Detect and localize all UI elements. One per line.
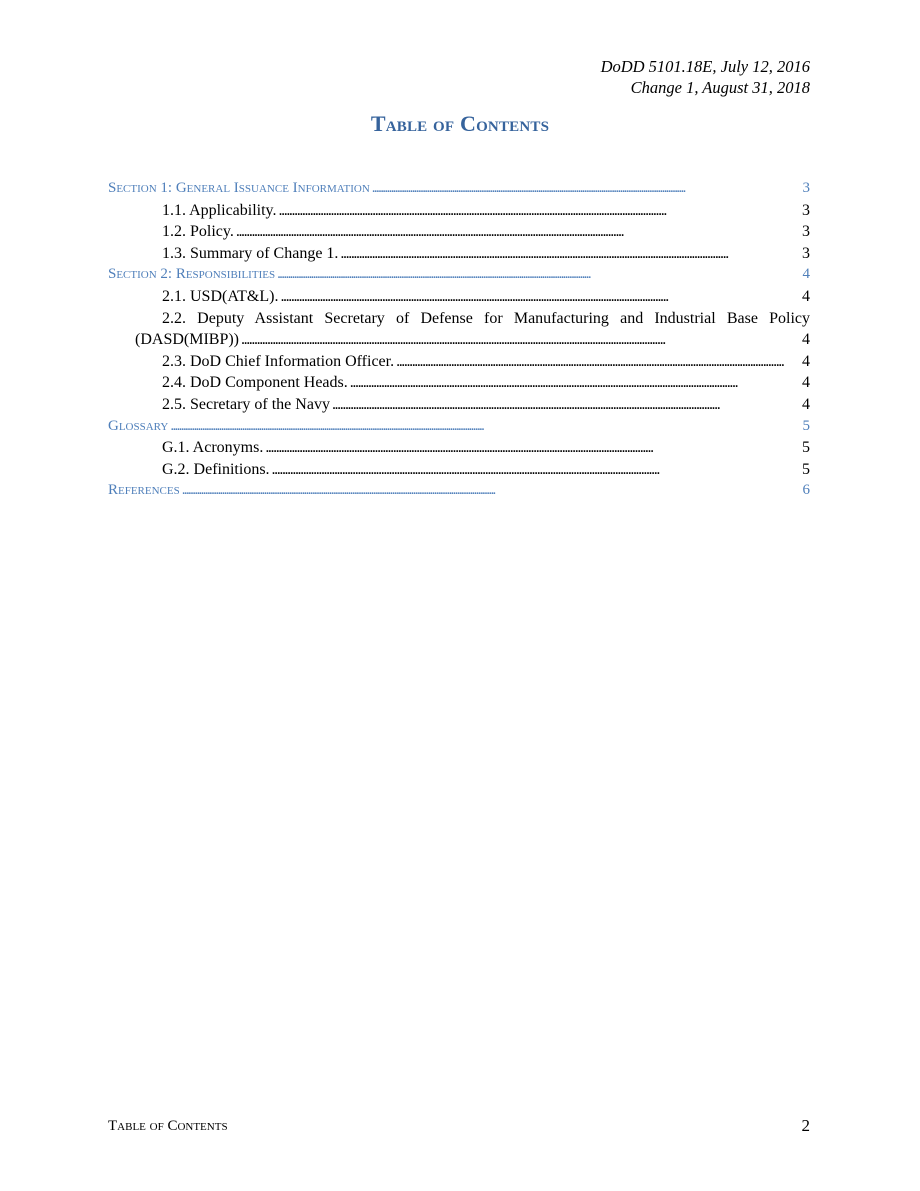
dot-leader xyxy=(265,437,800,459)
toc-entry-page: 4 xyxy=(802,395,810,413)
footer-page-number: 2 xyxy=(801,1116,810,1135)
document-header xyxy=(601,56,810,98)
header-document-id: DoDD 5101.18E, July 12, 2016 xyxy=(600,57,810,76)
toc-entry-g-1[interactable] xyxy=(108,437,810,459)
toc-entry-page: 5 xyxy=(802,439,810,457)
toc-entry-label: G.1. Acronyms. xyxy=(162,439,264,457)
toc-entry-label: G.2. Definitions. xyxy=(162,460,270,478)
toc-entry-label: 2.1. USD(AT&L). xyxy=(162,287,279,305)
toc-entry-label: 2.4. DoD Component Heads. xyxy=(162,374,348,392)
toc-entry-page: 3 xyxy=(802,244,810,262)
dot-leader xyxy=(372,178,801,200)
toc-entry-label-line-2: (DASD(MIBP)) xyxy=(135,331,239,349)
toc-entry-section-2[interactable] xyxy=(108,264,810,286)
toc-entry-2-3[interactable] xyxy=(108,351,810,373)
toc-entry-label: 2.5. Secretary of the Navy xyxy=(162,395,330,413)
dot-leader xyxy=(241,329,800,351)
dot-leader xyxy=(279,200,800,222)
toc-entry-2-4[interactable] xyxy=(108,372,810,394)
toc-entry-page: 5 xyxy=(802,460,810,478)
toc-entry-page: 3 xyxy=(802,180,810,196)
toc-entry-section-1[interactable] xyxy=(108,178,810,200)
toc-entry-page: 3 xyxy=(802,223,810,241)
toc-entry-label-line-1: 2.2. Deputy Assistant Secretary of Defense for Manufacturing and Industrial Base Policy xyxy=(162,309,810,327)
dot-leader xyxy=(396,351,800,373)
dot-leader xyxy=(280,286,800,308)
header-change-date: Change 1, August 31, 2018 xyxy=(630,78,810,97)
toc-entry-label: 1.1. Applicability. xyxy=(162,201,277,219)
toc-entry-2-2[interactable] xyxy=(108,308,810,351)
toc-entry-references[interactable] xyxy=(108,480,810,502)
toc-entry-page: 3 xyxy=(802,201,810,219)
toc-entry-1-1[interactable] xyxy=(108,200,810,222)
toc-entry-label: Section 2: Responsibilities xyxy=(108,266,276,283)
dot-leader xyxy=(272,459,800,481)
toc-entry-page: 4 xyxy=(802,374,810,392)
page-title: Table of Contents xyxy=(370,111,550,136)
toc-entry-page: 4 xyxy=(802,287,810,305)
toc-entry-label: References xyxy=(108,482,180,499)
toc-entry-g-2[interactable] xyxy=(108,459,810,481)
dot-leader xyxy=(350,372,800,394)
footer-section-title: Table of Contents xyxy=(108,1118,228,1134)
toc-entry-label: 1.2. Policy. xyxy=(162,223,234,241)
toc-entry-page: 4 xyxy=(802,331,810,349)
toc-entry-2-5[interactable] xyxy=(108,394,810,416)
dot-leader xyxy=(332,394,800,416)
dot-leader xyxy=(277,264,800,286)
dot-leader xyxy=(170,416,800,438)
toc-entry-1-2[interactable] xyxy=(108,221,810,243)
dot-leader xyxy=(340,243,800,265)
toc-entry-page: 4 xyxy=(802,266,810,283)
dot-leader xyxy=(236,221,800,243)
toc-entry-page: 4 xyxy=(802,352,810,370)
dot-leader xyxy=(182,480,801,502)
toc-entry-page: 6 xyxy=(802,482,810,499)
table-of-contents xyxy=(108,178,810,502)
toc-entry-label: Section 1: General Issuance Information xyxy=(108,180,370,196)
toc-entry-1-3[interactable] xyxy=(108,243,810,265)
toc-entry-2-1[interactable] xyxy=(108,286,810,308)
toc-entry-label: 1.3. Summary of Change 1. xyxy=(162,244,339,262)
toc-entry-label: 2.3. DoD Chief Information Officer. xyxy=(162,352,395,370)
toc-entry-page: 5 xyxy=(802,417,810,434)
toc-entry-glossary[interactable] xyxy=(108,416,810,438)
toc-entry-label: Glossary xyxy=(108,417,169,434)
